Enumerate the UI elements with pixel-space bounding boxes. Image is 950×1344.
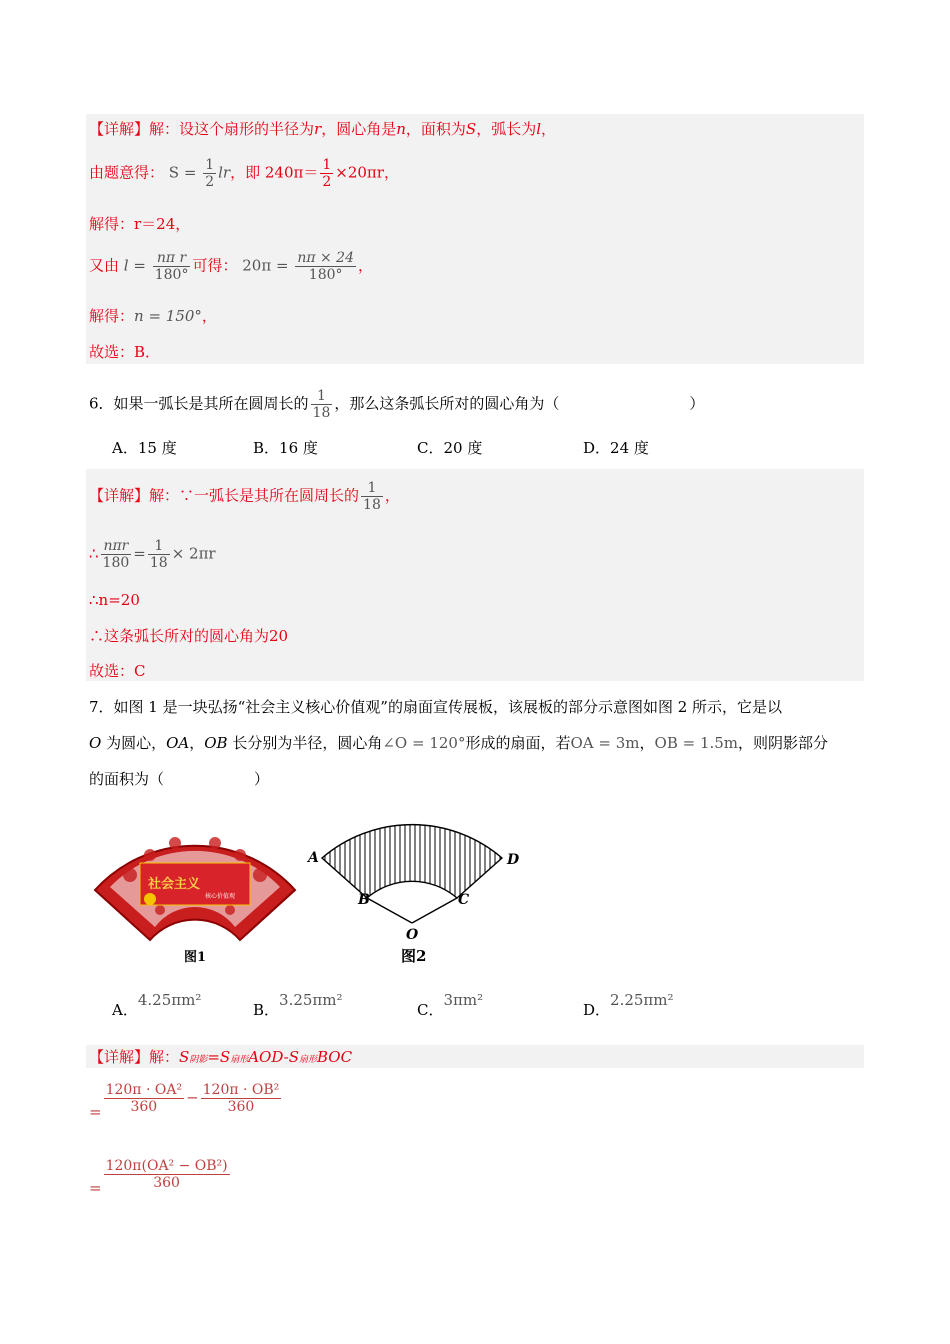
fraction: $\frac{1}{2}$ [205, 157, 215, 190]
shaded-region [300, 800, 540, 920]
label-d: D [507, 852, 520, 868]
fraction: $\frac{\text{nπ r}}{180^\circ}$ [154, 250, 189, 283]
q6-solution-line-3: ∴n=20 [89, 591, 140, 609]
fig1-banner-subtext: 核心价值观 [205, 893, 236, 900]
q6-solution-line-4: ∴这条弧长所对的圆心角为20 [89, 627, 289, 645]
fraction: $\frac{1}{2}$ [322, 157, 332, 190]
label-a: A [308, 850, 319, 866]
fraction: $\frac{\text{120π · OB²}}{360}$ [202, 1082, 280, 1115]
q7-solution-line-3: = $\frac{\text{120π(OA² − OB²)}}{360}$ [89, 1158, 228, 1197]
q7-option-b[interactable]: B．3.25πm² [253, 991, 343, 1019]
q6-solution-line-1: 【详解】解：∵一弧长是其所在圆周长的 $\frac{1}{18}$ ， [89, 480, 400, 513]
q7-solution-line-1: 【详解】解：S阴影=S扇形AOD-S扇形BOC [89, 1048, 353, 1066]
fraction: $\frac{\text{nπr}}{180}$ [102, 538, 130, 571]
q7-option-d[interactable]: D．2.25πm² [583, 991, 674, 1019]
figure-2-caption: 图2 [401, 947, 427, 965]
q7-stem-line-3: 的面积为（ ） [89, 770, 270, 788]
label-o: O [406, 927, 419, 943]
q6-option-a[interactable]: A．15 度 [112, 439, 177, 457]
q5-solution-line-3: 解得：r＝24， [89, 215, 191, 233]
q5-solution-line-4: 又由 l = $\frac{\text{nπ r}}{180^\circ}$ 可得： 20π = $\frac{n\pi \times 24}{180^\circ}$ ， [89, 250, 374, 283]
fraction: $\frac{1}{18}$ [363, 480, 381, 513]
figure-1-caption: 图1 [184, 950, 207, 965]
q6-option-b[interactable]: B．16 度 [253, 439, 318, 457]
q7-stem-line-2: O 为圆心，OA，OB 长分别为半径，圆心角∠O = 120°形成的扇面，若OA = 3m，OB = 1.5m，则阴影部分 [89, 734, 829, 752]
fraction: $\frac{n\pi \times 24}{180^\circ}$ [297, 250, 354, 283]
q6-solution-line-5: 故选：C [89, 662, 146, 680]
q7-option-c[interactable]: C．3πm² [417, 991, 484, 1019]
figure-1-fan-board [90, 815, 300, 945]
detail-tag: 【详解】 [89, 120, 150, 138]
label-b: B [358, 892, 370, 908]
q5-solution-line-5: 解得：n = 150°， [89, 307, 217, 325]
q7-option-a[interactable]: A．4.25πm² [112, 991, 202, 1019]
fraction: $\frac{1}{18}$ [149, 538, 168, 571]
q5-solution-line-2: 由题意得： S = $\frac{1}{2}$ lr，即 240π＝ $\frac{1}{2}$ ×20πr， [89, 157, 399, 190]
q7-stem-line-1: 7．如图 1 是一块弘扬“社会主义核心价值观”的扇面宣传展板，该展板的部分示意图如图 2 所示，它是以 [89, 698, 783, 716]
q5-solution-line-1: 【详解】解：设这个扇形的半径为r，圆心角是n，面积为S，弧长为l， [89, 120, 557, 138]
q6-stem: 6．如果一弧长是其所在圆周长的 $\frac{1}{18}$ ，那么这条弧长所对的圆心角为（ ） [89, 388, 705, 421]
q6-option-d[interactable]: D．24 度 [583, 439, 649, 457]
figure-2-sector-diagram [300, 800, 540, 950]
q5-solution-line-6: 故选：B． [89, 343, 161, 361]
fraction: $\frac{1}{18}$ [312, 388, 331, 421]
fraction: $\frac{\text{120π(OA² − OB²)}}{360}$ [105, 1158, 228, 1191]
label-c: C [458, 892, 470, 908]
q5-solution-box [86, 114, 864, 364]
q6-solution-line-2: ∴ $\frac{\text{nπr}}{180}$ = $\frac{1}{18}$ × 2πr [89, 538, 216, 571]
fraction: $\frac{\text{120π · OA²}}{360}$ [105, 1082, 183, 1115]
q7-solution-line-2: = $\frac{\text{120π · OA²}}{360}$ − $\frac{\text{120π · OB²}}{360}$ [89, 1082, 280, 1121]
q6-option-c[interactable]: C．20 度 [417, 439, 483, 457]
fig1-banner-text: 社会主义 [148, 877, 201, 892]
